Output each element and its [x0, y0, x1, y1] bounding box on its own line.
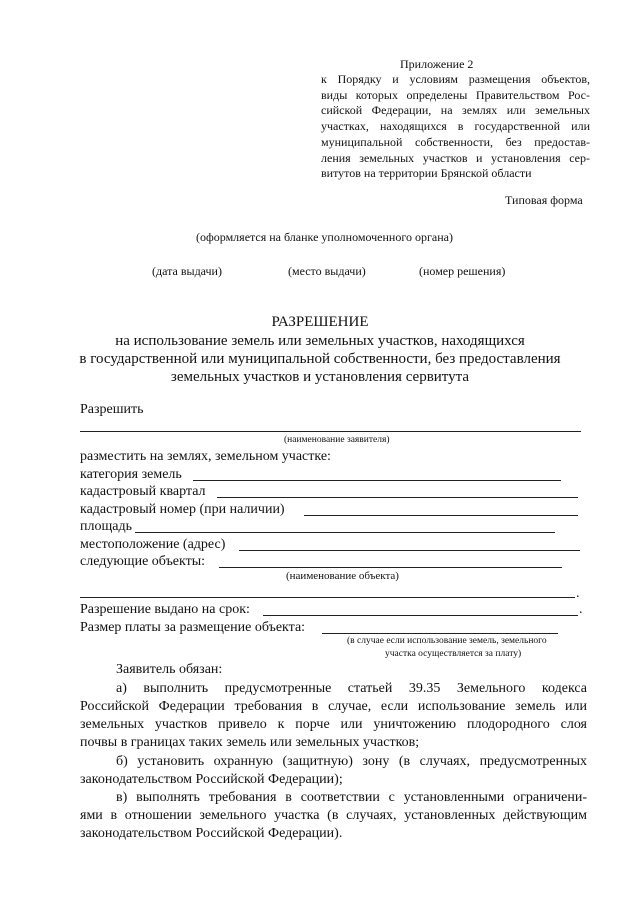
object-caption: (наименование объекта)	[286, 570, 399, 582]
period-input-line[interactable]	[263, 615, 578, 616]
appendix-line: к Порядку и условиям размещения объектов,	[321, 72, 590, 86]
allow-label: Разрешить	[80, 402, 144, 417]
obligations-heading: Заявитель обязан:	[116, 662, 223, 677]
appendix-line: ления земельных участков и установления сер-	[321, 150, 590, 165]
obligation-line: законодательством Российской Федерации).	[80, 826, 343, 841]
obligation-line: ями в отношении земельного участка (в случаях, установленных действующим	[80, 808, 587, 823]
objects-input-line[interactable]	[219, 567, 562, 568]
obligation-a	[80, 680, 587, 752]
applicant-input-line[interactable]	[80, 431, 581, 432]
appendix-line: сийской Федерации, на землях или земельных	[321, 103, 590, 118]
document-title: РАЗРЕШЕНИЕ	[271, 314, 369, 330]
objects-continuation-line[interactable]	[80, 597, 575, 598]
objects-label: следующие объекты:	[80, 554, 206, 569]
document-subtitle-line: в государственной или муниципальной собственности, без предоставления	[79, 351, 561, 367]
obligation-line: законодательством Российской Федерации);	[80, 772, 343, 787]
cadastral-number-input-line[interactable]	[304, 515, 578, 516]
issuer-note: (оформляется на бланке уполномоченного органа)	[196, 230, 453, 244]
cadastral-quarter-input-line[interactable]	[217, 497, 578, 498]
place-on-label: разместить на землях, земельном участке:	[80, 449, 331, 464]
obligation-line: Российской Федерации требования в случае, если использование земель или	[80, 699, 587, 714]
document-subtitle-line: земельных участков и установления сервитута	[170, 369, 470, 385]
document-subtitle-line: на использование земель или земельных участков, находящихся	[115, 333, 525, 349]
obligation-line: почвы в границах таких земель или земельных участков;	[80, 735, 420, 750]
location-input-line[interactable]	[239, 550, 580, 551]
form-type-label: Типовая форма	[505, 193, 583, 207]
appendix-line: муниципальной собственности, без предостав-	[321, 134, 590, 149]
appendix-line: участках, находящихся в государственной или	[321, 119, 590, 134]
land-category-input-line[interactable]	[193, 480, 561, 481]
area-label: площадь	[80, 519, 132, 534]
applicant-caption: (наименование заявителя)	[284, 435, 390, 445]
cadastral-number-label: кадастровый номер (при наличии)	[80, 502, 285, 517]
decision-number-caption: (номер решения)	[419, 264, 506, 278]
fee-label: Размер платы за размещение объекта:	[80, 620, 306, 635]
obligation-c	[80, 789, 587, 843]
location-label: местоположение (адрес)	[80, 537, 226, 552]
period-label: Разрешение выдано на срок:	[80, 602, 250, 617]
fee-input-line[interactable]	[322, 633, 558, 634]
fee-caption-line: (в случае если использование земель, земельного	[347, 636, 547, 646]
area-input-line[interactable]	[135, 532, 555, 533]
fee-caption-line: участка осуществляется за плату)	[385, 649, 522, 659]
obligation-line: б) установить охранную (защитную) зону (в случаях, предусмотренных	[116, 754, 587, 769]
obligation-b	[80, 753, 587, 789]
obligation-line: а) выполнить предусмотренные статьей 39.35 Земельного кодекса	[116, 681, 587, 696]
period-end-period: .	[579, 602, 583, 617]
appendix-line: витутов на территории Брянской области	[321, 166, 532, 181]
appendix-reference	[321, 72, 590, 182]
issue-place-caption: (место выдачи)	[288, 264, 366, 278]
land-category-label: категория земель	[80, 467, 182, 482]
issue-date-caption: (дата выдачи)	[152, 264, 222, 278]
obligation-line: в) выполнять требования в соответствии с установленными ограничени-	[116, 790, 587, 805]
appendix-line: виды которых определены Правительством Рос-	[321, 87, 590, 102]
obligation-line: земельных участков привело к порче или уничтожению плодородного слоя	[80, 717, 587, 732]
cadastral-quarter-label: кадастровый квартал	[80, 484, 206, 499]
objects-end-period: .	[576, 586, 580, 601]
appendix-number: Приложение 2	[400, 57, 474, 71]
